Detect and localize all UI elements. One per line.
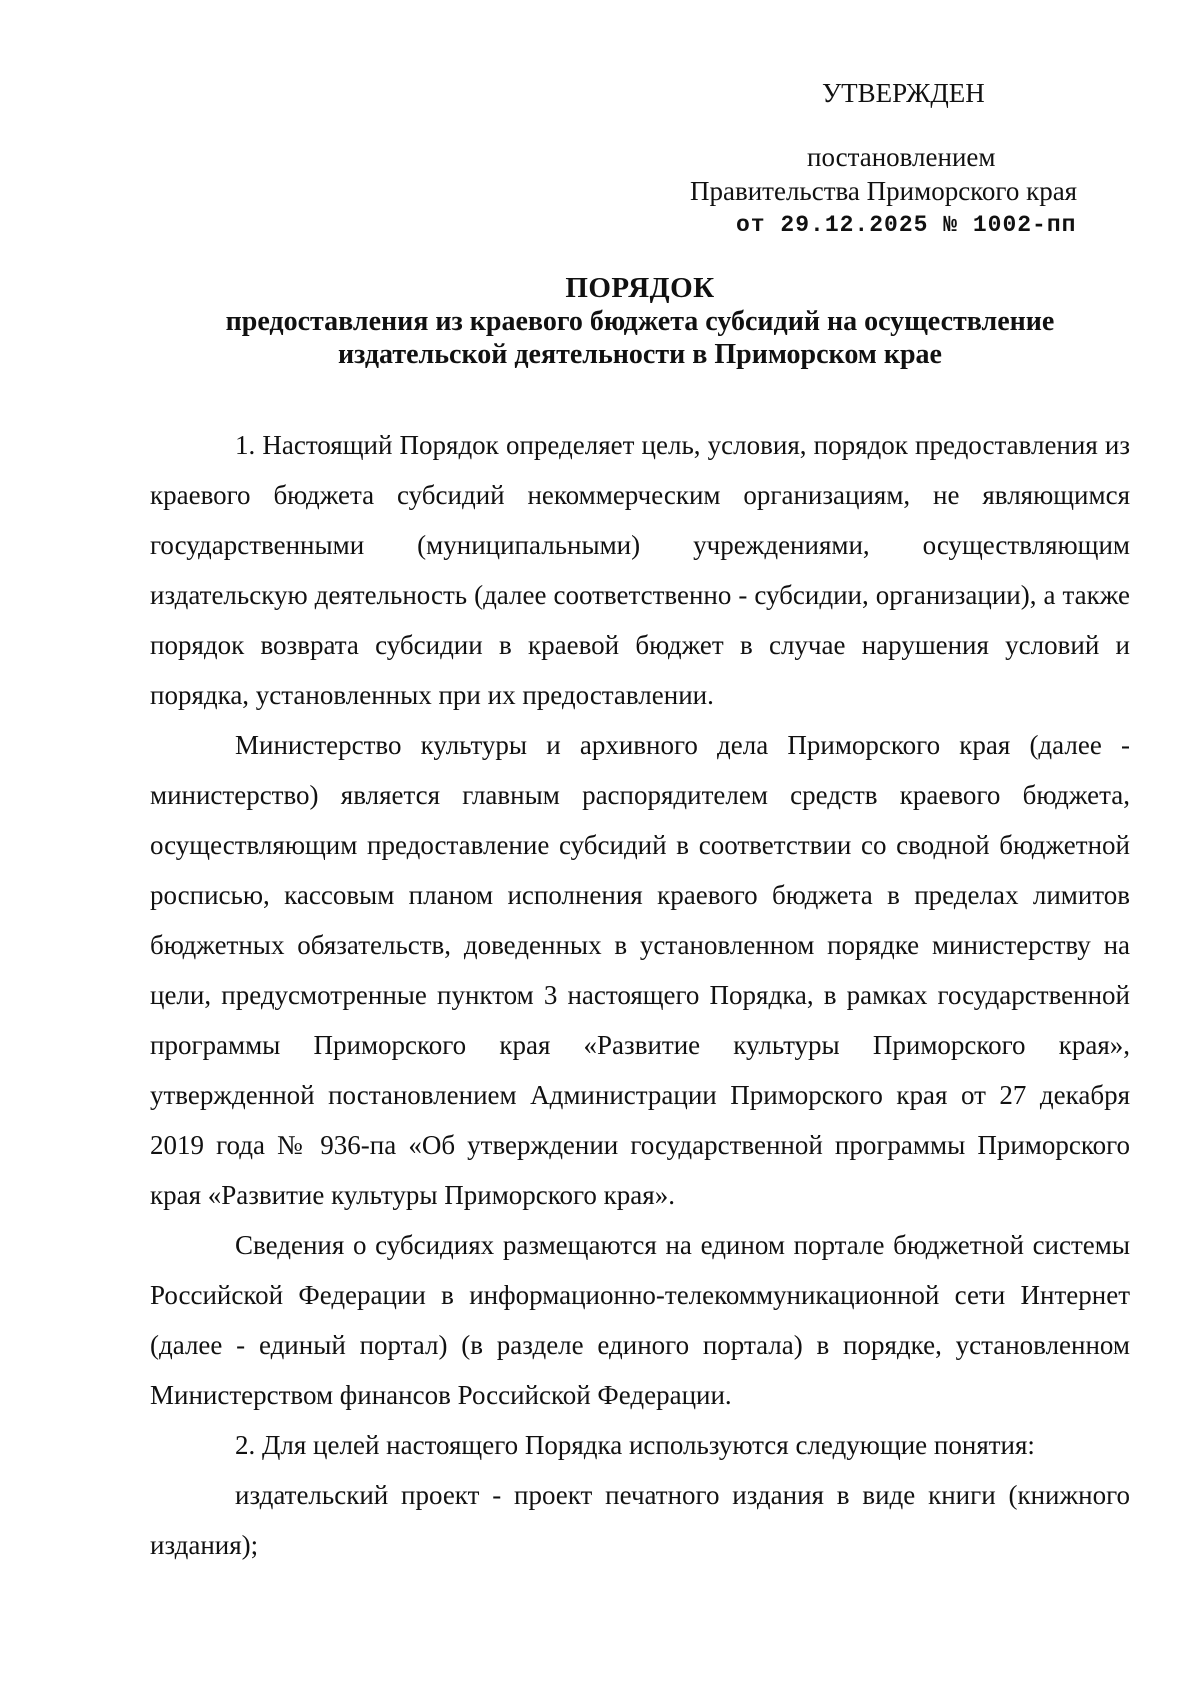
decree-reference: постановлением <box>807 142 996 172</box>
document-title <box>150 272 1130 371</box>
title-line-1: предоставления из краевого бюджета субсидий на осуществление <box>225 306 1055 337</box>
decree-authority: Правительства Приморского края <box>690 176 1078 206</box>
title-main: ПОРЯДОК <box>565 272 715 304</box>
paragraph-3: Сведения о субсидиях размещаются на едином портале бюджетной системы Российской Федерации в информационно-телекоммуникационной сети Интернет (далее - единый портал) (в разделе единого портала) в порядке, установленном Министерством финансов Российской Федерации. <box>150 1230 1130 1410</box>
decree-number-stamp: от 29.12.2025 № 1002-пп <box>736 212 1077 238</box>
paragraph-1: 1. Настоящий Порядок определяет цель, условия, порядок предоставления из краевого бюджета субсидий некоммерческим организациям, не являющимся государственными (муниципальными) учреждениями, осуществляющим издательскую деятельность (далее соответственно - субсидии, организации), а также порядок возврата субсидии в краевой бюджет в случае нарушения условий и порядка, установленных при их предоставлении. <box>150 430 1130 710</box>
title-line-2: издательской деятельности в Приморском крае <box>338 339 942 370</box>
document-body <box>150 420 1130 1570</box>
approved-heading: УТВЕРЖДЕН <box>822 78 985 108</box>
paragraph-2: Министерство культуры и архивного дела Приморского края (далее - министерство) является главным распорядителем средств краевого бюджета, осуществляющим предоставление субсидий в соответствии со сводной бюджетной росписью, кассовым планом исполнения краевого бюджета в пределах лимитов бюджетных обязательств, доведенных в установленном порядке министерству на цели, предусмотренные пунктом 3 настоящего Порядка, в рамках государственной программы Приморского края «Развитие культуры Приморского края», утвержденной постановлением Администрации Приморского края от 27 декабря 2019 года № 936-па «Об утверждении государственной программы Приморского края «Развитие культуры Приморского края». <box>150 730 1130 1210</box>
paragraph-5: издательский проект - проект печатного издания в виде книги (книжного издания); <box>150 1480 1130 1560</box>
paragraph-4: 2. Для целей настоящего Порядка используются следующие понятия: <box>235 1430 1035 1460</box>
